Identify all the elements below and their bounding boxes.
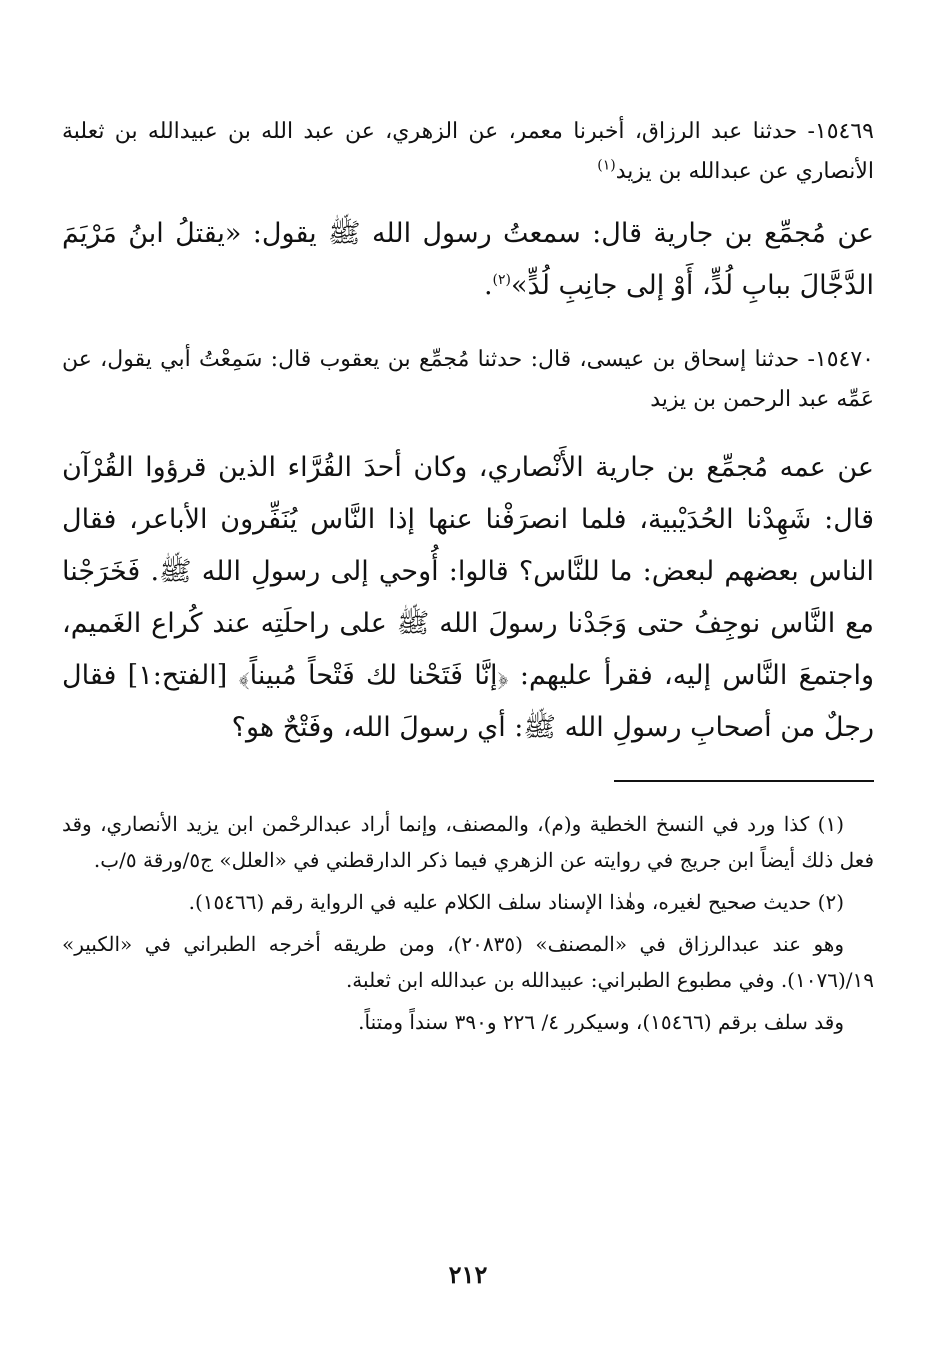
page-number: ٢١٢ bbox=[448, 1260, 488, 1289]
footnote-2: (٢) حديث صحيح لغيره، وهٰذا الإسناد سلف الكلام عليه في الرواية رقم (١٥٤٦٦). bbox=[188, 890, 844, 914]
hadith-15470-chain: ١٥٤٧٠- حدثنا إسحاق بن عيسى، قال: حدثنا مُجمِّع بن يعقوب قال: سَمِعْتُ أبي يقول، عن عَمِّه عبد الرحمن بن يزيد bbox=[62, 347, 874, 412]
matn-end: . bbox=[483, 270, 493, 301]
footnote-2-continuation: وهو عند عبدالرزاق في «المصنف» (٢٠٨٣٥)، ومن طريقه أخرجه الطبراني في «الكبير» ١٩/(١٠٧٦). وفي مطبوع الطبراني: عبيدالله بن عبدالله ابن ثعلبة. bbox=[62, 932, 874, 992]
footnote-ref-2: (٢) bbox=[492, 272, 512, 288]
footnote-ref-1: (١) bbox=[597, 157, 616, 174]
hadith-15469-chain bbox=[62, 112, 874, 192]
hadith-15470-text: عن عمه مُجمِّع بن جارية الأَنْصاري، وكان أحدَ القُرَّاء الذين قرؤوا القُرْآن قال: شَهِدْنا الحُدَيْبية، فلما انصرَفْنا عنها إذا النَّاس يُنَفِّرون الأباعر، فقال الناس بعضهم لبعض: ما للنَّاس؟ قالوا: أُوحي إلى رسولِ الله ﷺ. فَخَرَجْنا مع النَّاس نوجِفُ حتى وَجَدْنا رسولَ الله ﷺ على راحلَتِه عند كُراع الغَميم، واجتمعَ النَّاس إليه، فقرأ عليهم: ﴿إنَّا فَتَحْنا لك فَتْحاً مُبيناً﴾ [الفتح:١] فقال رجلٌ من أصحابِ رسولِ الله ﷺ: أي رسولَ الله، وفَتْحٌ هو؟ bbox=[62, 452, 874, 743]
matn-text: عن مُجمِّع بن جارية قال: سمعتُ رسول الله ﷺ يقول: «يقتلُ ابنُ مَرْيَمَ الدَّجَّالَ ببابِ لُدٍّ، أَوْ إلى جانِبِ لُدٍّ» bbox=[62, 218, 874, 301]
hadith-15469-text bbox=[62, 208, 874, 312]
chain-text: ١٥٤٦٩- حدثنا عبد الرزاق، أخبرنا معمر، عن الزهري، عن عبد الله بن عبيدالله بن ثعلبة الأنصاري عن عبدالله بن يزيد bbox=[62, 119, 874, 184]
book-page bbox=[62, 112, 874, 1351]
footnote-2-final: وقد سلف برقم (١٥٤٦٦)، وسيكرر ٤/ ٢٢٦ و٣٩٠ سنداً ومتناً. bbox=[358, 1010, 844, 1034]
footnote-1: (١) كذا ورد في النسخ الخطية و(م)، والمصنف، وإنما أراد عبدالرحْمن ابن يزيد الأنصاري، وقد فعل ذلك أيضاً ابن جريج في روايته عن الزهري فيما ذكر الدارقطني في «العلل» ج٥/ورقة ٥/ب. bbox=[62, 812, 874, 872]
footnote-divider bbox=[614, 780, 874, 782]
footnotes bbox=[62, 806, 874, 1040]
